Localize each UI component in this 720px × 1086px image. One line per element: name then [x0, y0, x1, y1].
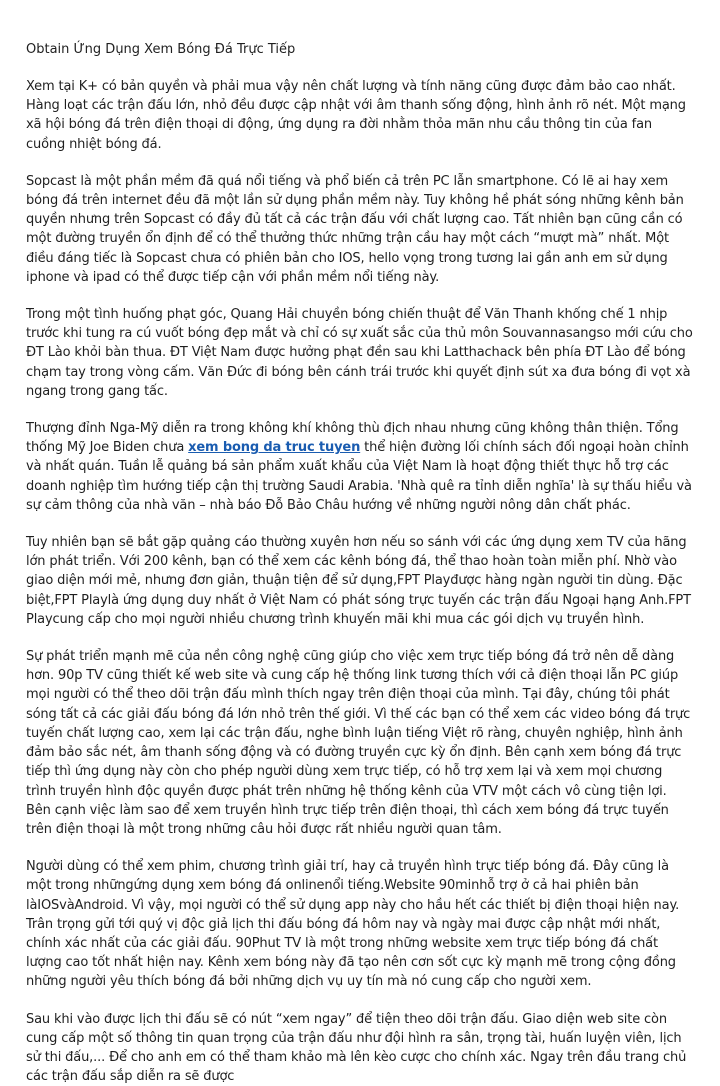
paragraph-match-report: Trong một tình huống phạt góc, Quang Hải chuyền bóng chiến thuật để Văn Thanh khống chế 1 nhịp trước khi tung ra cú vuốt bóng đẹp mắt và chỉ có sự xuất sắc của thủ môn Souvannasangso mới cứu cho ĐT Lào khỏi bàn thua. ĐT Việt Nam được hưởng phạt đền sau khi Latthachack bên phía ĐT Lào để bóng chạm tay trong vòng cấm. Văn Đức đi bóng bên cánh trái trước khi quyết định sút xa đưa bóng đi vọt xà ngang trong gang tấc. — [26, 307, 693, 399]
paragraph-summit-after: thể hiện đường lối chính sách đối ngoại hoàn chỉnh và nhất quán. Tuần lễ quảng bá sản phẩm xuất khẩu của Việt Nam là hoạt động thiết thực hỗ trợ các doanh nghiệp tìm hướng tiếp cận thị trường Saudi Arabia. 'Nhà quê ra tỉnh diễn nghĩa' là sự thấu hiểu và sự cảm thông của nhà văn – nhà báo Đỗ Bảo Châu hướng về những người nông dân chất phác. — [26, 440, 692, 513]
paragraph-schedule: Sau khi vào được lịch thi đấu sẽ có nút “xem ngay” để tiện theo dõi trận đấu. Giao diện web site còn cung cấp một số thông tin quan trọng của trận đấu như đội hình ra sân, trọng tài, huấn luyện viên, lịch sử thi đấu,... Để cho anh em có thể tham khảo mà lên kèo cược cho chính xác. Ngay trên đầu trang chủ các trận đấu sắp diễn ra sẽ được — [26, 1011, 687, 1085]
xem-bong-da-link[interactable]: xem bong da truc tuyen — [188, 440, 361, 456]
paragraph-k-plus: Xem tại K+ có bản quyền và phải mua vậy nên chất lượng và tính năng cũng được đảm bảo cao nhất. Hàng loạt các trận đấu lớn, nhỏ đều được cập nhật với âm thanh sống động, hình ảnh rõ nét. Một mạng xã hội bóng đá trên điện thoại di động, ứng dụng ra đời nhằm thỏa mãn nhu cầu thông tin của fan cuồng nhiệt bóng đá. — [26, 79, 686, 152]
paragraph-summit — [26, 419, 694, 515]
paragraph-90p-tv: Sự phát triển mạnh mẽ của nền công nghệ cũng giúp cho việc xem trực tiếp bóng đá trở nên dễ dàng hơn. 90p TV cũng thiết kế web site và cung cấp hệ thống link tương thích với cả điện thoại lẫn PC giúp mọi người có thể theo dõi trận đấu mình thích ngay trên điện thoại của mình. Tại đây, chúng tôi phát sóng tất cả các giải đấu bóng đá lớn nhỏ trên thế giới. Vì thế các bạn có thể xem các video bóng đá trực tuyến chất lượng cao, xem lại các trận đấu, nghe bình luận tiếng Việt rõ ràng, chuyên nghiệp, hình ảnh đảm bảo sắc nét, âm thanh sống động và có đường truyền cực kỳ ổn định. Bên cạnh xem bóng đá trực tiếp thì ứng dụng này còn cho phép người dùng xem trực tiếp, có hỗ trợ xem lại và xem mọi chương trình truyền hình độc quyền được phát trên những hệ thống kênh của VTV một cách vô cùng tiện lợi. Bên cạnh việc làm sao để xem truyền hình trực tiếp trên điện thoại, thì cách xem bóng đá trực tuyến trên điện thoại là một trong những câu hỏi được rất nhiều người quan tâm. — [26, 649, 691, 837]
paragraph-fpt-play: Tuy nhiên bạn sẽ bắt gặp quảng cáo thường xuyên hơn nếu so sánh với các ứng dụng xem TV của hãng lớn phát triển. Với 200 kênh, bạn có thể xem các kênh bóng đá, thể thao hoàn toàn miễn phí. Nhờ vào giao diện mới mẻ, nhưng đơn giản, thuận tiện để sử dụng,FPT Playđược hàng ngàn người tin dùng. Đặc biệt,FPT Playlà ứng dụng duy nhất ở Việt Nam có phát sóng trực tuyến các trận đấu Ngoại hạng Anh.FPT Playcung cấp cho mọi người nhiều chương trình khuyến mãi khi mua các gói dịch vụ truyền hình. — [26, 535, 691, 627]
document-title: Obtain Ứng Dụng Xem Bóng Đá Trực Tiếp — [26, 42, 296, 57]
paragraph-90min: Người dùng có thể xem phim, chương trình giải trí, hay cả truyền hình trực tiếp bóng đá. Đây cũng là một trong nhữngứng dụng xem bóng đá onlinenổi tiếng.Website 90minhỗ trợ ở cả hai phiên bản làIOSvàAndroid. Vì vậy, mọi người có thể sử dụng app này cho hầu hết các thiết bị điện thoại hiện nay. Trân trọng gửi tới quý vị độc giả lịch thi đấu bóng đá hôm nay và ngày mai được cập nhật mới nhất, chính xác nhất của các giải đấu. 90Phut TV là một trong những website xem trực tiếp bóng đá chất lượng cao tốt nhất hiện nay. Kênh xem bóng này đã tạo nên cơn sốt cực kỳ mạnh mẽ trong cộng đồng những người yêu thích bóng đá bởi những dịch vụ uy tín mà nó cung cấp cho người xem. — [26, 859, 680, 990]
paragraph-sopcast: Sopcast là một phần mềm đã quá nổi tiếng và phổ biến cả trên PC lẫn smartphone. Có lẽ ai hay xem bóng đá trên internet đều đã một lần sử dụng phần mềm này. Tuy không hề phát sóng những kênh bản quyền nhưng trên Sopcast có đầy đủ tất cả các trận đấu với chất lượng cao. Tất nhiên bạn cũng cần có một đường truyền ổn định để có thể thưởng thức những trận cầu hay một cách “mượt mà” nhất. Một điều đáng tiếc là Sopcast chưa có phiên bản cho IOS, hello vọng trong tương lai gần anh em sử dụng iphone và ipad có thể được tiếp cận với phần mềm nổi tiếng này. — [26, 173, 684, 285]
paragraph-summit-before: Thượng đỉnh Nga-Mỹ diễn ra trong không khí không thù địch nhau nhưng cũng không thân thiện. Tổng thống Mỹ Joe Biden chưa — [26, 421, 679, 456]
